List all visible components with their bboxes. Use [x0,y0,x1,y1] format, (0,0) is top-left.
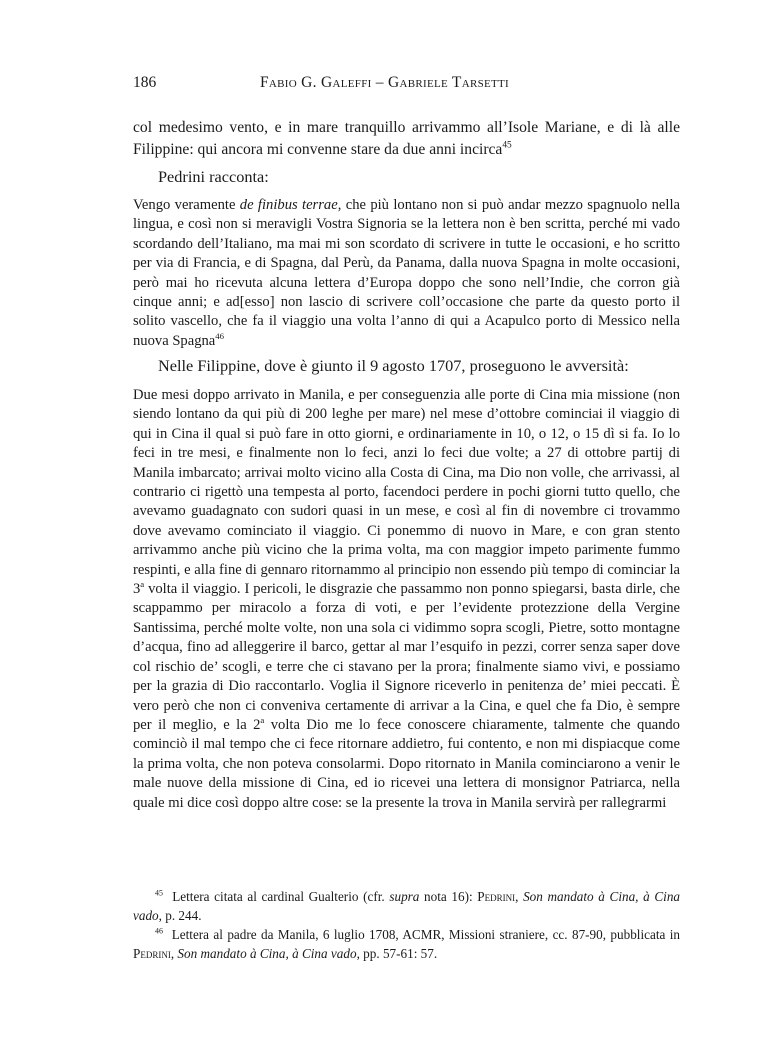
ordinal-mark: a [260,714,265,725]
block-quote-1 [133,196,680,351]
footnote-author: Pedrini [477,889,516,904]
quote-text: volta il viaggio. I pericoli, le disgrazie che passammo non ponno spiegarsi, basta dirle, che scappammo per miracolo a forza di voti, e per l’evidente protezzione della Vergine Santissima, perché molte volte, non una sola ci vidimmo sopra scogli, Pietre, sotto montagne d’acqua, fino ad alleggerire il barco, gettar al mar l’esquifo in pezzi, correr senza saper dove col rischio de’ scogli, e terre che ci stavano per la prora; finalmente siamo vivi, e possiamo per la grazia di Dio raccontarlo. Voglia il Signore riceverlo in penitenza de’ miei peccati. È vero però che non ci conveniva certamente di arrivar a la Cina, e quel che fa Dio, è sempre per il meglio, e la 2 [133,581,680,733]
latin-phrase: de finibus terrae [239,197,338,213]
footnote-45 [133,888,680,925]
running-head: Fabio G. Galeffi – Gabriele Tarsetti [260,74,510,91]
footnote-text: Lettera citata al cardinal Gualterio (cfr. [172,889,390,904]
footnote-number: 45 [155,888,163,898]
body-paragraph [133,117,680,160]
footnote-text: , [515,889,524,904]
page-number: 186 [133,74,157,91]
quote-intro: Nelle Filippine, dove è giunto il 9 agosto 1707, proseguono le avversità: [158,356,629,375]
footnote-text: , pp. 57-61: 57. [356,945,438,961]
footnotes [133,888,680,963]
footnote-text: , p. 244. [158,907,202,923]
quote-text: volta Dio me lo fece conoscere chiaramente, talmente che quando cominciò il mal tempo che ci fece ritornare addietro, fui contento, e non mi dispiacque come la prima volta, che non poteva consolarmi. Dopo ritornato in Manila cominciarono a venir le male nuove della missione di Cina, ed io ricevei una lettera di monsignor Patriarca, nella quale mi dice così doppo altre cose: se la presente la trova in Manila servirà per rallegrarmi [133,716,680,811]
footnote-title: Son mandato à Cina, à Cina vado [177,945,357,961]
quote-intro: Pedrini racconta: [158,167,269,186]
ordinal-mark: a [140,578,145,589]
footnote-ref-46: 46 [215,330,225,341]
footnote-46 [133,926,680,963]
footnote-text: , [170,945,178,961]
footnote-text: Lettera al padre da Manila, 6 luglio 1708, ACMR, Missioni straniere, cc. 87-90, pubblicata in [171,927,681,943]
footnote-italic: supra [389,889,420,904]
footnote-number: 46 [155,926,163,936]
block-quote-2 [133,386,680,813]
quote-text: , che più lontano non si può andar mezzo spagnuolo nella lingua, e così non si meravigli Vostra Signoria se la lettera non è ben scritta, perché mi vado scordando dell’Italiano, ma mai mi son scordato di scrivere in tutte le occasioni, e ho scritto per via di Francia, e di Spagna, dal Perù, da Panama, dalla nuova Spagna in molte occasioni, però mai ho ricevuta alcuna lettera d’Europa doppo che sono nell’Indie, che corron già cinque anni; e ad[esso] non lascio di scrivere coll’occasione che parte da questo porto il solito vascello, che fa il viaggio una volta l’anno di qui a Acapulco porto di Messico nella nuova Spagna [133,197,680,349]
footnote-author: Pedrini [133,945,171,961]
quote-text: Vengo veramente [133,197,240,213]
paragraph-text: col medesimo vento, e in mare tranquillo arrivammo all’Isole Mariane, e di là alle Filippine: qui ancora mi convenne stare da due anni incirca [133,119,680,158]
footnote-ref-45: 45 [502,139,512,150]
footnote-text: nota 16): [419,889,478,904]
quote-text: Due mesi doppo arrivato in Manila, e per conseguenzia alle porte di Cina mia missione (non siendo lontano da qui più di 200 leghe per mare) nel mese d’ottobre cominciai il viaggio di qui in Cina il qual si può fare in otto giorni, e ordinariamente in 10, o 12, o 15 dì si fa. Io lo feci in tre mesi, e finalmente non lo feci, anzi lo feci due volte; a 27 di ottobre partij di Manila imbarcato; arrivai molto vicino alla Costa di Cina, ma Dio non volle, che arrivassi, al contrario ci rigettò una tempesta al porto, facendoci perdere in pochi giorni tutto quello, che avevamo guadagnato con sudori quasi in un mese, e così al fin di novembre ci trovammo dove avevamo cominciato il viaggio. Ci ponemmo di nuovo in Mare, e con gran stento arrivammo anche più vicino che la prima volta, ma con maggior impeto parimente fummo respinti, e alla fine di gennaro ritornammo al principio non essendo più tempo di cominciar la 3 [133,387,680,598]
footnote-title: Son mandato à Cina, à Cina vado [133,889,681,923]
